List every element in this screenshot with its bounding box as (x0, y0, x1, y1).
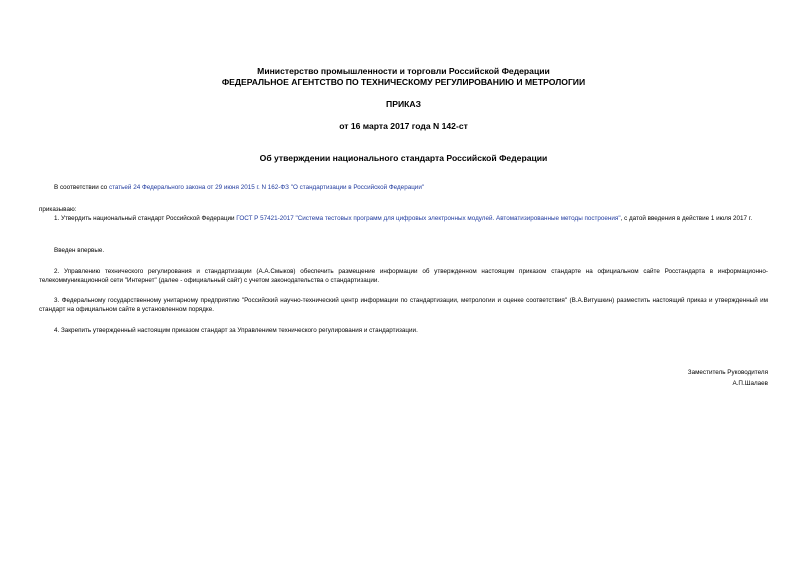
signature-position: Заместитель Руководителя (687, 369, 768, 376)
item-3-paragraph: 3. Федеральному государственному унитарному предприятию "Российский научно-технический центр информации по стандартизации, метрологии и оценке соответствия" (В.А.Витушкин) разместить настоящий приказ и утвержденный им стандарт на официальном сайте в установленном порядке. (39, 297, 768, 313)
item-1-suffix: , с датой введения в действие 1 июля 2017 г. (620, 215, 753, 222)
document-type: ПРИКАЗ (386, 99, 421, 109)
order-word: приказываю: (39, 206, 77, 213)
signature-name: А.П.Шалаев (732, 380, 768, 387)
ministry-title: Министерство промышленности и торговли Российской Федерации (257, 66, 550, 76)
item-1-prefix: 1. Утвердить национальный стандарт Российской Федерации (54, 215, 237, 222)
introduced-note: Введен впервые. (54, 247, 105, 254)
item-1-paragraph (39, 214, 768, 223)
date-number: от 16 марта 2017 года N 142-ст (339, 121, 468, 131)
intro-paragraph (54, 183, 424, 192)
law-link[interactable]: статьей 24 Федерального закона от 29 июня 2015 г. N 162-ФЗ "О стандартизации в Российской Федерации" (108, 184, 425, 191)
item-4-paragraph: 4. Закрепить утвержденный настоящим приказом стандарт за Управлением технического регулирования и стандартизации. (54, 327, 418, 334)
item-2-paragraph: 2. Управлению технического регулирования и стандартизации (А.А.Смыков) обеспечить размещение информации об утвержденном настоящим приказом стандарте на официальном сайте Росстандарта в информационно-телекоммуникационной сети "Интернет" (далее - официальный сайт) с учетом законодательства о стандартизации. (39, 268, 768, 284)
document-subject: Об утверждении национального стандарта Российской Федерации (259, 153, 548, 163)
agency-title: ФЕДЕРАЛЬНОЕ АГЕНТСТВО ПО ТЕХНИЧЕСКОМУ РЕГУЛИРОВАНИЮ И МЕТРОЛОГИИ (221, 77, 586, 87)
intro-prefix: В соответствии со (54, 184, 109, 191)
standard-link[interactable]: ГОСТ Р 57421-2017 "Система тестовых программ для цифровых электронных модулей. Автоматизированные методы построения" (236, 215, 621, 222)
